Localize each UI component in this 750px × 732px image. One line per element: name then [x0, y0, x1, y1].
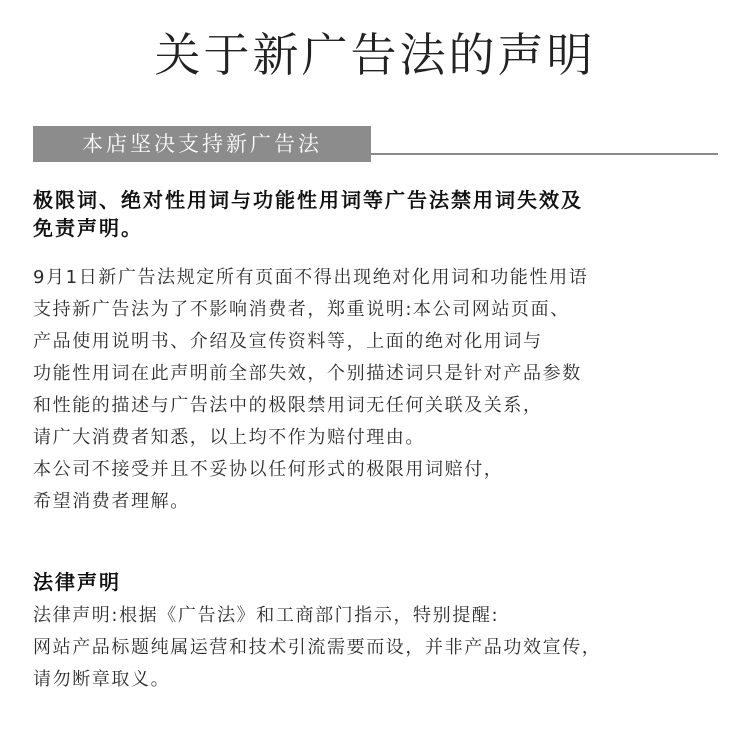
disclaimer-heading [33, 186, 733, 242]
legal-heading: 法律声明 [33, 570, 121, 594]
legal-line: 网站产品标题纯属运营和技术引流需要而设，并非产品功效宣传， [33, 637, 602, 658]
body-line: 本公司不接受并且不妥协以任何形式的极限用词赔付， [33, 459, 504, 480]
body-line: 9月1日新广告法规定所有页面不得出现绝对化用词和功能性用语 [33, 267, 589, 288]
heading-line: 极限词、绝对性用词与功能性用词等广告法禁用词失效及 [33, 188, 583, 212]
body-line: 和性能的描述与广告法中的极限禁用词无任何关联及关系， [33, 395, 543, 416]
legal-line: 法律声明:根据《广告法》和工商部门指示，特别提醒: [33, 605, 500, 626]
body-line: 产品使用说明书、介绍及宣传资料等，上面的绝对化用词与 [33, 331, 543, 352]
legal-line: 请勿断章取义。 [33, 669, 171, 690]
support-banner: 本店坚决支持新广告法 [33, 126, 371, 162]
body-line: 希望消费者理解。 [33, 491, 190, 512]
body-line: 请广大消费者知悉，以上均不作为赔付理由。 [33, 427, 425, 448]
body-line: 支持新广告法为了不影响消费者，郑重说明:本公司网站页面、 [33, 299, 570, 320]
body-line: 功能性用词在此声明前全部失效，个别描述词只是针对产品参数 [33, 363, 582, 384]
legal-body [33, 600, 733, 696]
page-title: 关于新广告法的声明 [154, 28, 596, 82]
heading-line: 免责声明。 [33, 216, 143, 240]
disclaimer-body [33, 262, 733, 518]
